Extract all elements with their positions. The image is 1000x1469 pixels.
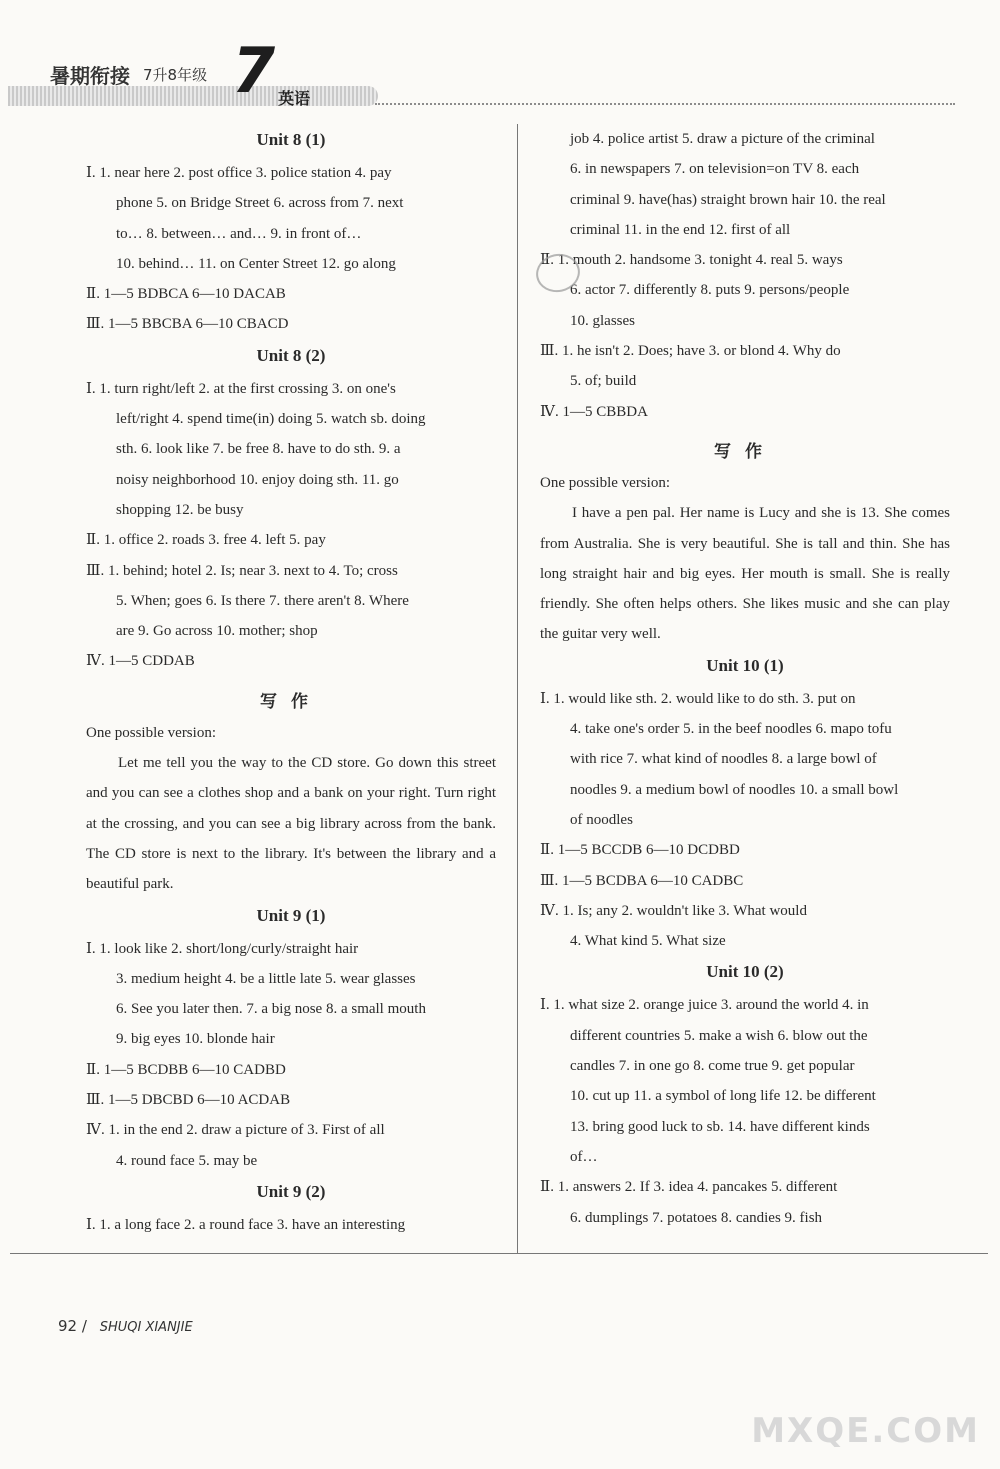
answer-line: criminal 11. in the end 12. first of all [570, 221, 791, 238]
column-divider [517, 124, 518, 1254]
answer-line: 13. bring good luck to sb. 14. have different kinds [570, 1118, 870, 1135]
section-heading: 写作 [714, 441, 776, 462]
answer-line: 10. cut up 11. a symbol of long life 12. be different [570, 1088, 876, 1105]
answer-line: are 9. Go across 10. mother; shop [116, 623, 318, 640]
section-heading: 写作 [260, 691, 322, 712]
answer-line: 6. See you later then. 7. a big nose 8. a small mouth [116, 1001, 426, 1018]
answer-line: criminal 9. have(has) straight brown hair 10. the real [570, 191, 886, 208]
header-dotted-rule [375, 103, 955, 105]
answer-line: different countries 5. make a wish 6. blow out the [570, 1027, 868, 1044]
left-column [86, 124, 496, 1240]
big-number: 7 [232, 34, 276, 107]
unit-heading: Unit 9 (1) [256, 905, 326, 925]
answer-line: phone 5. on Bridge Street 6. across from 7. next [116, 195, 404, 212]
answer-line: of noodles [570, 811, 633, 828]
answer-line: Ⅳ. 1. Is; any 2. wouldn't like 3. What would [540, 902, 807, 919]
right-column [540, 124, 950, 1233]
page-number: 92 [58, 1317, 78, 1335]
answer-line: left/right 4. spend time(in) doing 5. watch sb. doing [116, 411, 426, 428]
answer-line: 9. big eyes 10. blonde hair [116, 1031, 275, 1048]
answer-line: Ⅱ. 1—5 BCCDB 6—10 DCDBD [540, 842, 740, 859]
answer-line: Ⅱ. 1—5 BDBCA 6—10 DACAB [86, 286, 286, 303]
answer-line: with rice 7. what kind of noodles 8. a large bowl of [570, 751, 877, 768]
answer-line: Ⅳ. 1—5 CBBDA [540, 403, 648, 420]
version-label: One possible version: [540, 474, 670, 491]
answer-line: 5. of; build [570, 373, 637, 390]
answer-line: sth. 6. look like 7. be free 8. have to do sth. 9. a [116, 441, 401, 458]
header-band [8, 86, 378, 106]
answer-line: Ⅳ. 1. in the end 2. draw a picture of 3. First of all [86, 1122, 385, 1139]
answer-line: 4. take one's order 5. in the beef noodles 6. mapo tofu [570, 721, 892, 738]
answer-line: 4. round face 5. may be [116, 1152, 258, 1169]
essay-paragraph: I have a pen pal. Her name is Lucy and she is 13. She comes from Australia. She is very beautiful. She is tall and thin. She has long straight hair and big eyes. Her mouth is small. She is really friendly. She often helps others. She likes music and she can play the guitar very well. [540, 505, 950, 643]
answer-line: 6. dumplings 7. potatoes 8. candies 9. fish [570, 1209, 823, 1226]
answer-line: 6. in newspapers 7. on television=on TV 8. each [570, 161, 860, 178]
answer-line: 10. glasses [570, 312, 635, 329]
answer-line: Ⅳ. 1—5 CDDAB [86, 653, 195, 670]
answer-line: 5. When; goes 6. Is there 7. there aren't 8. Where [116, 592, 409, 609]
book-title: 暑期衔接 [50, 64, 130, 88]
answer-line: job 4. police artist 5. draw a picture of the criminal [570, 131, 875, 147]
unit-heading: Unit 9 (2) [256, 1181, 326, 1201]
answer-line: Ⅱ. 1. answers 2. If 3. idea 4. pancakes 5. different [540, 1179, 838, 1196]
answer-line: Ⅰ. 1. a long face 2. a round face 3. have an interesting [86, 1216, 406, 1233]
answer-line: noisy neighborhood 10. enjoy doing sth. 11. go [116, 471, 399, 488]
answer-line: Ⅲ. 1—5 BCDBA 6—10 CADBC [540, 872, 744, 889]
answer-line: Ⅲ. 1. he isn't 2. Does; have 3. or blond 4. Why do [540, 343, 841, 360]
unit-heading: Unit 10 (2) [706, 962, 784, 982]
grade-label: 7升8年级 [143, 66, 208, 84]
answer-line: 4. What kind 5. What size [570, 933, 726, 950]
answer-line: Ⅲ. 1—5 DBCBD 6—10 ACDAB [86, 1092, 291, 1109]
version-label: One possible version: [86, 724, 216, 741]
answer-line: of… [570, 1148, 598, 1165]
page-footer: 92 / SHUQI XIANJIE [58, 1317, 193, 1335]
bottom-rule [10, 1253, 988, 1254]
answer-line: shopping 12. be busy [116, 501, 244, 518]
answer-line: Ⅰ. 1. near here 2. post office 3. police station 4. pay [86, 165, 392, 181]
subject-label: 英语 [278, 89, 311, 108]
answer-line: Ⅰ. 1. would like sth. 2. would like to do sth. 3. put on [540, 690, 856, 707]
essay-paragraph: Let me tell you the way to the CD store. Go down this street and you can see a clothes shop and a bank on your right. Turn right at the crossing, and you can see a big library across from the bank. The CD store is next to the library. It's between the library and a beautiful park. [86, 755, 496, 893]
answer-line: Ⅰ. 1. turn right/left 2. at the first crossing 3. on one's [86, 380, 396, 397]
answer-line: 3. medium height 4. be a little late 5. wear glasses [116, 970, 416, 987]
unit-heading: Unit 8 (1) [256, 130, 326, 149]
answer-line: candles 7. in one go 8. come true 9. get popular [570, 1058, 855, 1075]
answer-line: Ⅱ. 1. mouth 2. handsome 3. tonight 4. real 5. ways [540, 252, 843, 269]
answer-line: Ⅲ. 1—5 BBCBA 6—10 CBACD [86, 316, 289, 333]
answer-line: Ⅱ. 1—5 BCDBB 6—10 CADBD [86, 1061, 286, 1078]
answer-line: Ⅰ. 1. look like 2. short/long/curly/straight hair [86, 940, 359, 957]
page-header [0, 0, 1000, 110]
answer-line: 10. behind… 11. on Center Street 12. go along [116, 255, 396, 272]
running-title: SHUQI XIANJIE [99, 1320, 193, 1335]
unit-heading: Unit 8 (2) [256, 345, 326, 365]
answer-line: 6. actor 7. differently 8. puts 9. persons/people [570, 282, 850, 299]
answer-line: noodles 9. a medium bowl of noodles 10. a small bowl [570, 781, 899, 798]
answer-line: Ⅰ. 1. what size 2. orange juice 3. around the world 4. in [540, 997, 869, 1014]
answer-line: Ⅱ. 1. office 2. roads 3. free 4. left 5. pay [86, 532, 326, 549]
watermark: MXQE.COM [751, 1411, 980, 1451]
unit-heading: Unit 10 (1) [706, 655, 784, 675]
answer-line: to… 8. between… and… 9. in front of… [116, 225, 362, 242]
answer-line: Ⅲ. 1. behind; hotel 2. Is; near 3. next to 4. To; cross [86, 562, 398, 579]
